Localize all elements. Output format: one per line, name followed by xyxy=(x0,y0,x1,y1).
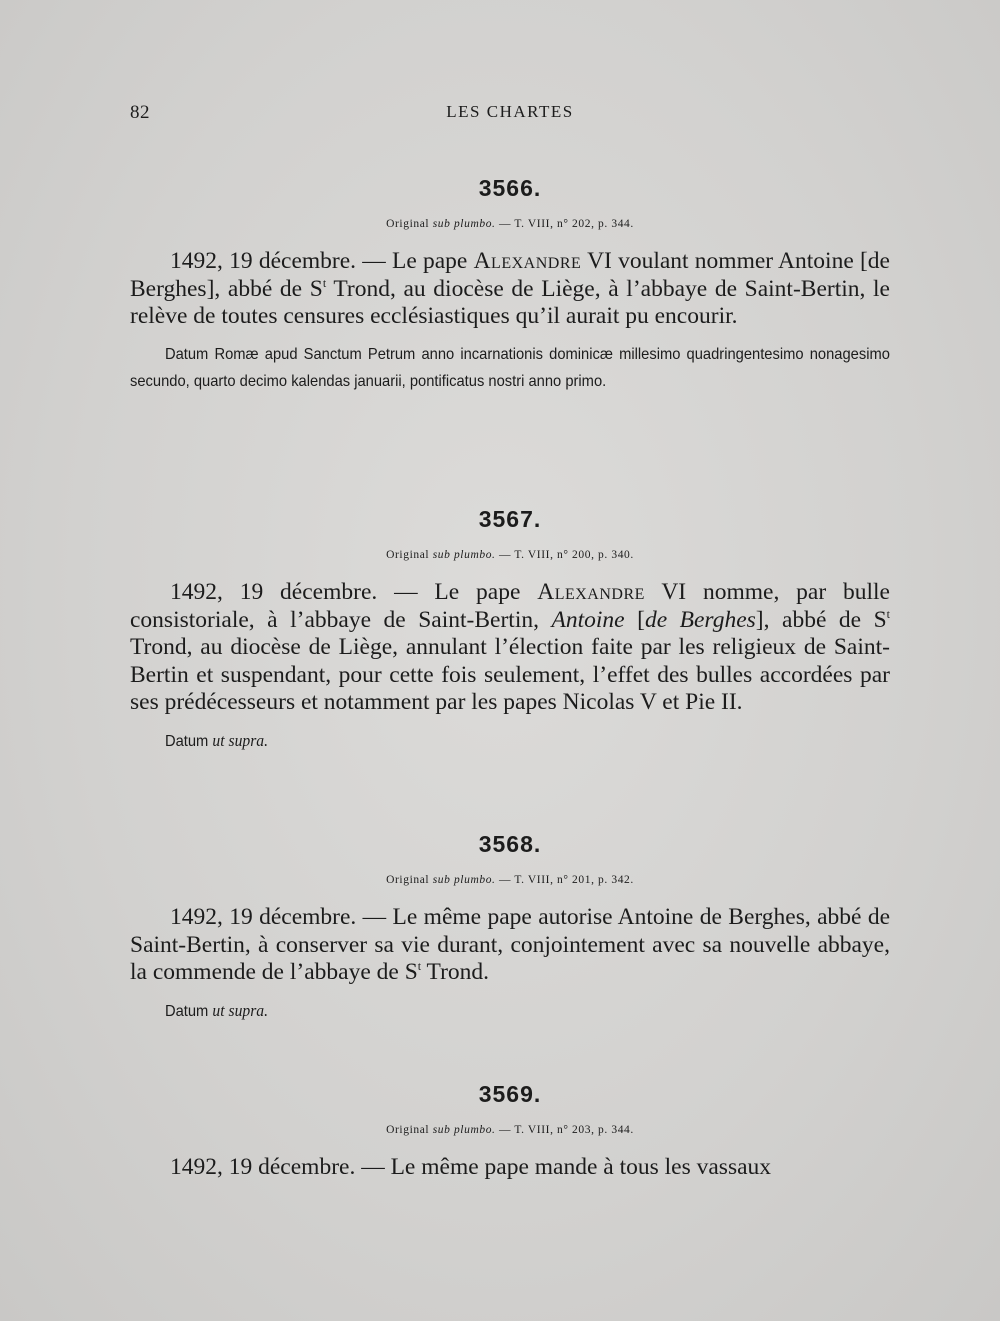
charter-number: 3568. xyxy=(478,831,542,857)
source-prefix: Original xyxy=(386,1124,433,1136)
charter-datum xyxy=(130,727,890,755)
source-suffix: — T. VIII, n° 202, p. 344. xyxy=(495,218,634,230)
charter-3569 xyxy=(130,1078,890,1182)
saint-abbrev-sup: t xyxy=(417,959,422,973)
charter-summary xyxy=(130,1154,890,1182)
source-prefix: Original xyxy=(386,549,433,561)
source-prefix: Original xyxy=(386,218,433,230)
datum-prefix: Datum xyxy=(164,1002,213,1020)
source-suffix: — T. VIII, n° 200, p. 340. xyxy=(495,549,634,561)
charter-3566 xyxy=(130,172,890,395)
charter-summary xyxy=(130,248,890,331)
summary-date: 1492, 19 décembre. — Le pape xyxy=(170,579,538,605)
datum-italic: ut supra. xyxy=(212,730,269,750)
charter-source xyxy=(130,545,890,565)
summary-date: 1492, 19 décembre. — Le pape xyxy=(170,248,474,274)
datum-italic: ut supra. xyxy=(212,1000,269,1020)
charter-summary xyxy=(130,579,890,717)
summary-text-a: VI voulant nommer Antoine [de Berghes], abbé de S xyxy=(130,248,890,302)
name-italic: Antoine xyxy=(551,606,625,633)
pope-name: Alexandre xyxy=(537,579,645,605)
bracket-open: [ xyxy=(624,606,645,633)
charter-source xyxy=(130,1120,890,1140)
charter-3568 xyxy=(130,828,890,1025)
charter-source xyxy=(130,870,890,890)
charter-summary xyxy=(130,904,890,987)
charter-number: 3566. xyxy=(478,175,542,201)
de-berghes-italic: de Berghes xyxy=(644,606,756,633)
charter-number: 3569. xyxy=(478,1081,542,1107)
source-prefix: Original xyxy=(386,874,433,886)
charter-datum xyxy=(130,997,890,1025)
summary-text-b: ], abbé de S xyxy=(755,606,887,633)
charter-datum: Datum Romæ apud Sanctum Petrum anno incarnationis dominicæ millesimo quadringentesimo nonagesimo secundo, quarto decimo kalendas januarii, pontificatus nostri anno primo. xyxy=(130,345,890,390)
page-number: 82 xyxy=(130,102,150,123)
summary-text-b: Trond. xyxy=(421,959,490,985)
page-header xyxy=(130,100,890,130)
summary-text-a: 1492, 19 décembre. — Le même pape autorise Antoine de Berghes, abbé de Saint-Bertin, à conserver sa vie durant, conjointement avec sa nouvelle abbaye, la commende de l’abbaye de S xyxy=(130,904,890,985)
source-italic: sub plumbo. xyxy=(432,218,496,230)
charter-source xyxy=(130,214,890,234)
source-suffix: — T. VIII, n° 203, p. 344. xyxy=(495,1124,634,1136)
source-italic: sub plumbo. xyxy=(432,874,496,886)
charter-3567 xyxy=(130,503,890,755)
pope-name: Alexandre xyxy=(473,248,582,274)
summary-text-a: VI nomme, par bulle consistoriale, à l’abbaye de Saint-Bertin, xyxy=(130,579,890,633)
summary-text-b: Trond, au diocèse de Liège, à l’abbaye de Saint-Bertin, le relève de toutes censures ecclésiastiques qu’il aurait pu encourir. xyxy=(130,275,890,329)
running-title: LES CHARTES xyxy=(446,102,574,121)
saint-abbrev-sup: t xyxy=(322,275,327,290)
charter-number: 3567. xyxy=(478,506,542,532)
saint-abbrev-sup: t xyxy=(886,606,891,621)
source-italic: sub plumbo. xyxy=(432,549,496,561)
datum-prefix: Datum xyxy=(164,732,213,750)
source-suffix: — T. VIII, n° 201, p. 342. xyxy=(495,874,634,886)
source-italic: sub plumbo. xyxy=(432,1124,496,1136)
summary-text-a: 1492, 19 décembre. — Le même pape mande à tous les vassaux xyxy=(170,1154,772,1180)
summary-text-c: Trond, au diocèse de Liège, annulant l’élection faite par les religieux de Saint-Bertin et suspendant, pour cette fois seulement, l’effet des bulles accordées par ses prédécesseurs et notamment par les papes Nicolas V et Pie II. xyxy=(130,634,890,715)
